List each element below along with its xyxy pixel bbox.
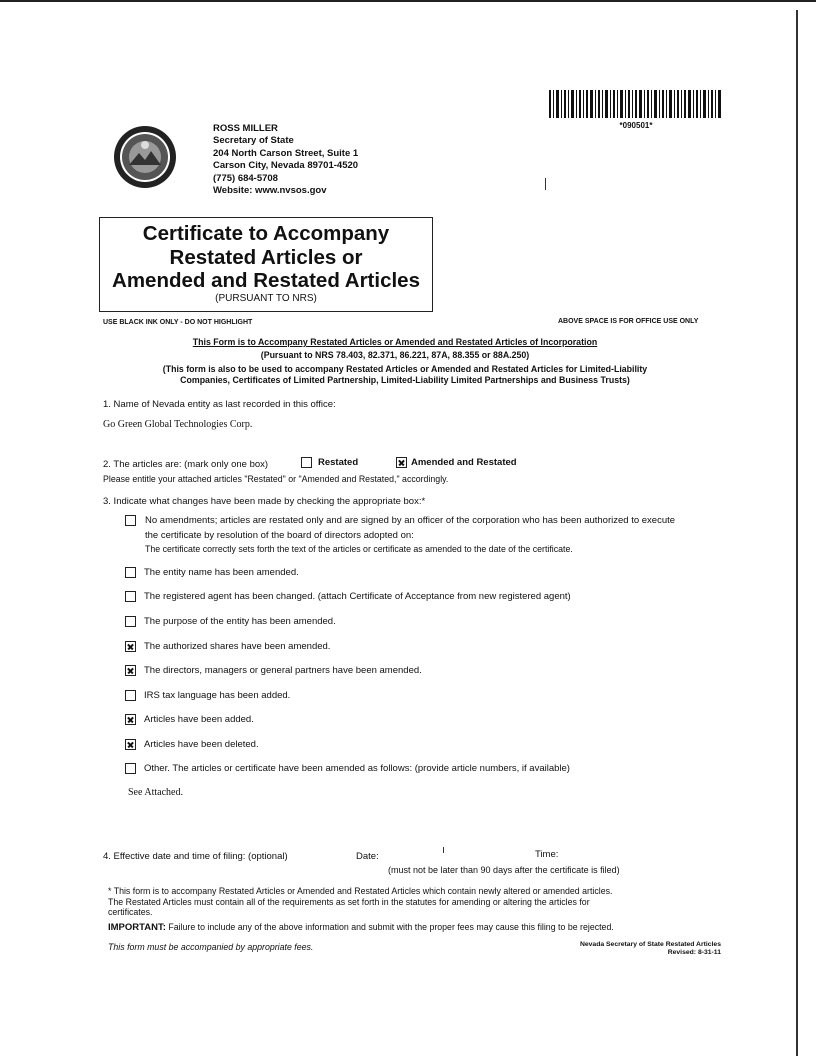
revision-note-line1: Nevada Secretary of State Restated Articles xyxy=(579,941,721,948)
other-amendment-checkbox[interactable] xyxy=(125,763,136,774)
revision-note-line2: Revised: 8-31-11 xyxy=(667,949,721,956)
amended-restated-option[interactable] xyxy=(396,457,517,468)
irs-language-added-label: IRS tax language has been added. xyxy=(144,690,291,701)
articles-deleted-label: Articles have been deleted. xyxy=(144,739,259,750)
restated-label: Restated xyxy=(318,457,359,468)
entity-name-amended-option[interactable] xyxy=(125,567,299,578)
footnote xyxy=(108,886,728,918)
purpose-title: This Form is to Accompany Restated Articles or Amended and Restated Articles of Incorporation xyxy=(192,337,598,347)
purpose-note-line2: Companies, Certificates of Limited Partnership, Limited-Liability Limited Partnerships and Business Trusts) xyxy=(180,375,630,385)
office-phone: (775) 684-5708 xyxy=(213,172,278,184)
secretary-title: Secretary of State xyxy=(213,135,294,147)
articles-added-option[interactable] xyxy=(125,714,254,725)
important-notice xyxy=(108,922,728,933)
purpose-statutes: (Pursuant to NRS 78.403, 82.371, 86.221, 87A, 88.355 or 88A.250) xyxy=(260,350,530,360)
top-border-line xyxy=(0,0,816,2)
office-city: Carson City, Nevada 89701-4520 xyxy=(213,160,359,172)
ink-notice: USE BLACK INK ONLY - DO NOT HIGHLIGHT xyxy=(103,319,253,326)
barcode-number: *090501* xyxy=(619,121,653,130)
irs-language-added-checkbox[interactable] xyxy=(125,690,136,701)
entity-name-field[interactable]: Go Green Global Technologies Corp. xyxy=(103,419,253,430)
section4-label: 4. Effective date and time of filing: (optional) xyxy=(103,851,288,862)
office-website: Website: www.nvsos.gov xyxy=(213,185,327,197)
articles-deleted-checkbox[interactable] xyxy=(125,739,136,750)
amended-restated-checkbox[interactable] xyxy=(396,457,407,468)
purpose-amended-label: The purpose of the entity has been amended. xyxy=(144,616,336,627)
form-title-box xyxy=(99,217,433,312)
authorized-shares-amended-option[interactable] xyxy=(125,641,330,652)
form-title-line2: Restated Articles or xyxy=(169,245,363,269)
important-text: Failure to include any of the above information and submit with the proper fees may cause this filing to be rejected. xyxy=(165,922,614,932)
other-amendment-field[interactable]: See Attached. xyxy=(128,787,183,798)
other-amendment-option[interactable] xyxy=(125,763,570,774)
effective-time-label: Time: xyxy=(535,849,559,860)
important-label: IMPORTANT: xyxy=(108,922,166,933)
section2-note: Please entitle your attached articles "Restated" or "Amended and Restated," accordingly. xyxy=(103,474,449,484)
entity-name-amended-label: The entity name has been amended. xyxy=(144,567,299,578)
no-amendments-option[interactable] xyxy=(125,513,725,555)
effective-date-field[interactable] xyxy=(443,847,444,853)
form-title-line3: Amended and Restated Articles xyxy=(112,269,420,292)
purpose-note-line1: (This form is also to be used to accompany Restated Articles or Amended and Restated Articles for Limited-Liability xyxy=(162,364,648,374)
fees-note: This form must be accompanied by appropriate fees. xyxy=(108,942,314,952)
form-title-subtitle: (PURSUANT TO NRS) xyxy=(215,292,317,304)
articles-added-checkbox[interactable] xyxy=(125,714,136,725)
registered-agent-changed-option[interactable] xyxy=(125,591,571,602)
restated-checkbox[interactable] xyxy=(301,457,312,468)
irs-language-added-option[interactable] xyxy=(125,690,290,701)
section2-label: 2. The articles are: (mark only one box) xyxy=(103,459,269,470)
section3-label: 3. Indicate what changes have been made by checking the appropriate box:* xyxy=(103,496,426,507)
section4-note: (must not be later than 90 days after the certificate is filed) xyxy=(388,865,620,875)
office-use-notice: ABOVE SPACE IS FOR OFFICE USE ONLY xyxy=(558,318,699,325)
stray-mark xyxy=(545,178,546,190)
directors-amended-option[interactable] xyxy=(125,665,422,676)
purpose-amended-checkbox[interactable] xyxy=(125,616,136,627)
purpose-note xyxy=(110,364,700,386)
authorized-shares-amended-label: The authorized shares have been amended. xyxy=(144,641,331,652)
directors-amended-label: The directors, managers or general partners have been amended. xyxy=(144,665,422,676)
office-street: 204 North Carson Street, Suite 1 xyxy=(213,147,359,159)
no-amendments-text-line3: The certificate correctly sets forth the text of the articles or certificate as amended to the date of the certificate. xyxy=(145,544,573,554)
barcode-image xyxy=(549,90,721,118)
restated-option[interactable] xyxy=(301,457,358,468)
no-amendments-text-line2: the certificate by resolution of the board of directors adopted on: xyxy=(145,530,414,541)
form-title-line1: Certificate to Accompany xyxy=(142,222,390,245)
articles-added-label: Articles have been added. xyxy=(144,714,254,725)
office-address-block xyxy=(213,123,358,197)
footnote-line2: The Restated Articles must contain all of the requirements as set forth in the statutes for amending or altering the articles for xyxy=(108,896,590,907)
state-seal-icon xyxy=(113,125,177,189)
authorized-shares-amended-checkbox[interactable] xyxy=(125,641,136,652)
footnote-line3: certificates. xyxy=(108,907,153,917)
secretary-name: ROSS MILLER xyxy=(213,123,278,134)
no-amendments-checkbox[interactable] xyxy=(125,515,136,526)
section1-label: 1. Name of Nevada entity as last recorded in this office: xyxy=(103,399,336,410)
no-amendments-text-line1: No amendments; articles are restated only and are signed by an officer of the corporation who has been authorized to execute xyxy=(145,515,676,526)
footnote-line1: * This form is to accompany Restated Articles or Amended and Restated Articles which contain newly altered or amended articles. xyxy=(108,886,613,896)
registered-agent-changed-checkbox[interactable] xyxy=(125,591,136,602)
amended-restated-label: Amended and Restated xyxy=(411,457,517,468)
purpose-amended-option[interactable] xyxy=(125,616,336,627)
right-border-line xyxy=(796,10,798,1056)
entity-name-amended-checkbox[interactable] xyxy=(125,567,136,578)
registered-agent-changed-label: The registered agent has been changed. (attach Certificate of Acceptance from new registered agent) xyxy=(144,591,571,602)
revision-note xyxy=(555,941,721,957)
directors-amended-checkbox[interactable] xyxy=(125,665,136,676)
other-amendment-label: Other. The articles or certificate have been amended as follows: (provide article numbers, if available) xyxy=(144,763,570,774)
articles-deleted-option[interactable] xyxy=(125,739,259,750)
effective-date-label: Date: xyxy=(356,851,379,862)
